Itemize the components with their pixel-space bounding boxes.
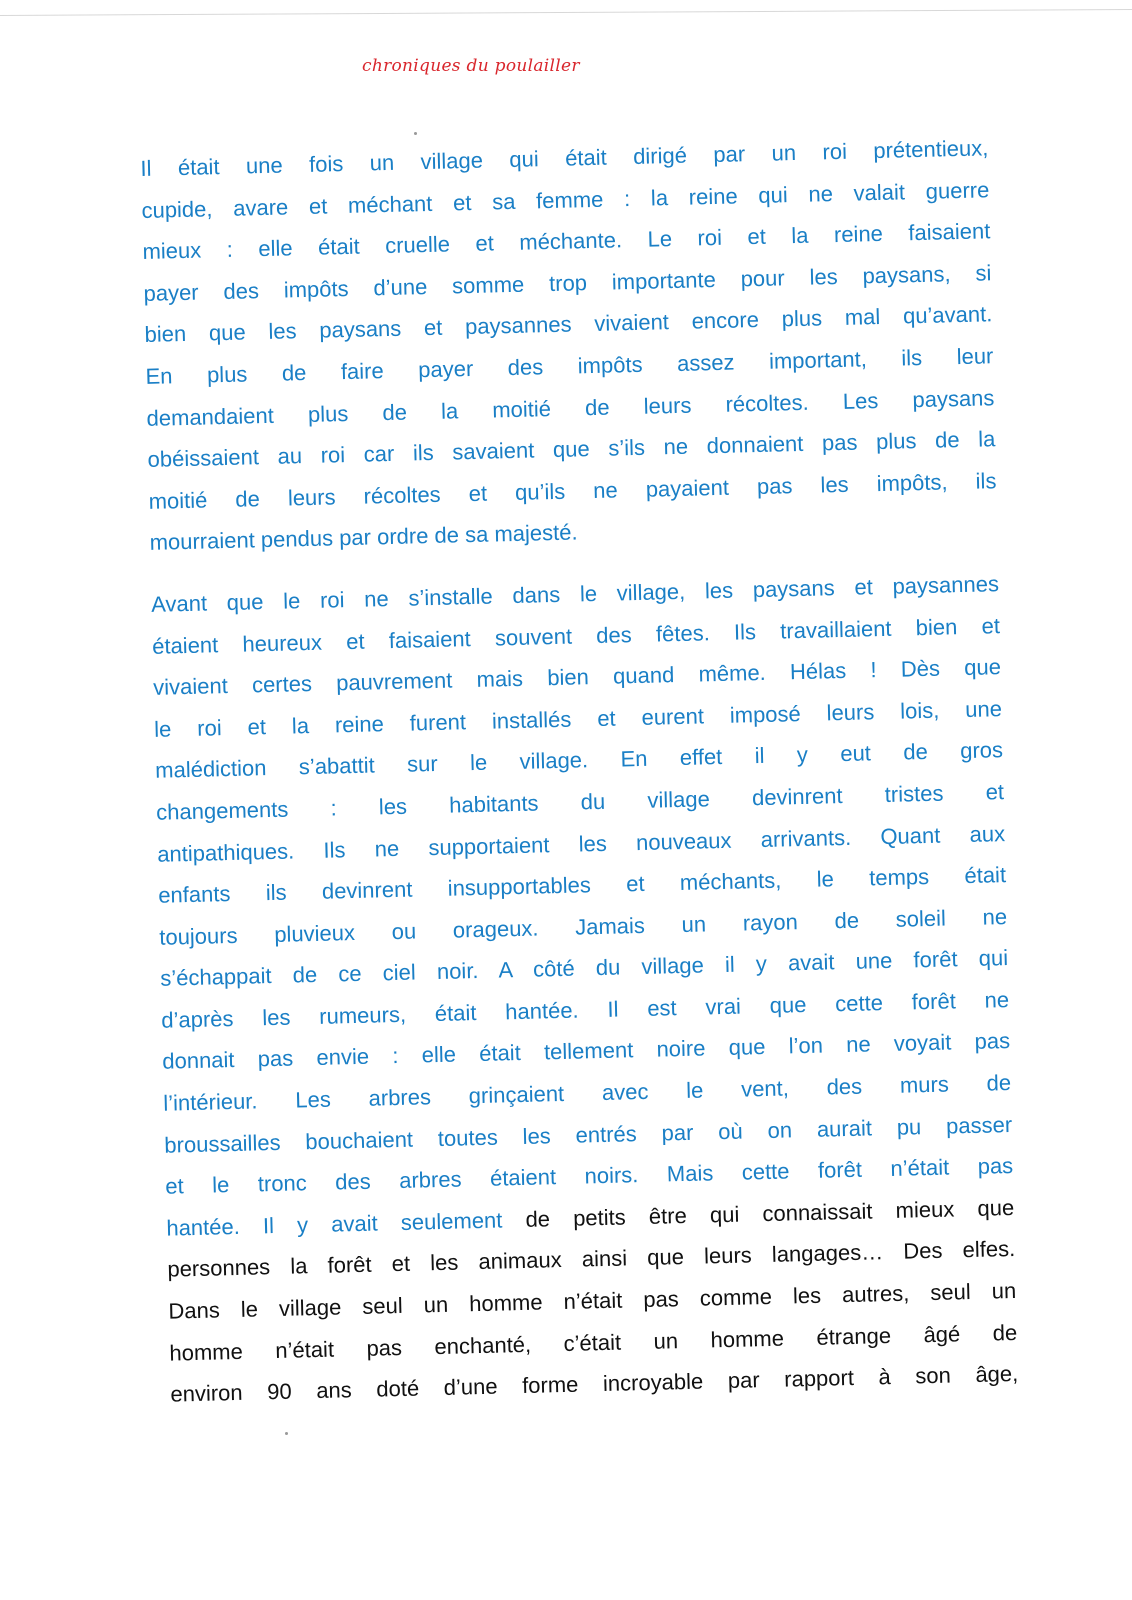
story-text [140,127,1019,1435]
text-line: cupide, avare et méchant et sa femme : la reine qui ne valait guerre [141,176,990,223]
text-line: Avant que le roi ne s’installe dans le village, les paysans et paysannes [150,571,1000,617]
text-line: demandaient plus de la moitié de leurs récoltes. Les paysans [146,384,995,431]
text-line: l’intérieur. Les arbres grinçaient avec le vent, des murs de [163,1070,1012,1116]
text-line: s’échappait de ce ciel noir. A côté du village il y avait une forêt qui [159,945,1009,992]
scan-speck [414,132,417,135]
text-line: enfants ils devinrent insupportables et méchants, le temps était [157,862,1007,908]
text-segment-blue: hantée. Il y avait seulement [166,1206,526,1241]
text-line: le roi et la reine furent installés et eurent imposé leurs lois, une [153,695,1003,742]
text-line: malédiction s’abattit sur le village. En effet il y eut de gros [154,737,1004,784]
text-line: broussailles bouchaient toutes les entrés par où on aurait pu passer [164,1111,1013,1158]
scan-edge-line [0,9,1132,16]
text-line: En plus de faire payer des impôts assez important, ils leur [145,343,994,389]
text-line: et le tronc des arbres étaient noirs. Mais cette forêt n’était pas [165,1153,1014,1199]
text-line: étaient heureux et faisaient souvent des fêtes. Ils travaillaient bien et [151,612,1001,659]
text-line: mourraient pendus par ordre de sa majesté. [149,519,578,556]
text-line: donnait pas envie : elle était tellement noire que l’on ne voyait pas [162,1028,1011,1075]
text-line: homme n’était pas enchanté, c’était un homme étrange âgé de [169,1319,1018,1366]
text-line: toujours pluvieux ou orageux. Jamais un rayon de soleil ne [158,903,1008,950]
text-line: personnes la forêt et les animaux ainsi que leurs langages… Des elfes. [167,1236,1016,1283]
text-line: bien que les paysans et paysannes vivaient encore plus mal qu’avant. [144,301,993,348]
paragraph-2 [151,563,1019,1415]
text-line: vivaient certes pauvrement mais bien quand même. Hélas ! Dès que [152,654,1002,700]
text-line: obéissaient au roi car ils savaient que s’ils ne donnaient pas plus de la [147,426,996,473]
text-line: environ 90 ans doté d’une forme incroyable par rapport à son âge, [170,1361,1019,1407]
text-line: Il était une fois un village qui était dirigé par un roi prétentieux, [140,135,989,181]
text-segment-black: de petits être qui connaissait mieux que [525,1194,1015,1232]
text-line: moitié de leurs récoltes et qu’ils ne payaient pas les impôts, ils [148,467,997,514]
page-header-title: chroniques du poulailler [362,56,580,76]
paragraph-1 [140,127,998,564]
text-line: payer des impôts d’une somme trop importante pour les paysans, si [143,260,992,306]
text-line: Dans le village seul un homme n’était pas comme les autres, seul un [168,1277,1017,1324]
text-line: changements : les habitants du village devinrent tristes et [155,778,1005,825]
text-line: mieux : elle était cruelle et méchante. Le roi et la reine faisaient [142,218,991,265]
text-line: antipathiques. Ils ne supportaient les nouveaux arrivants. Quant aux [156,820,1006,867]
text-line: d’après les rumeurs, était hantée. Il est vrai que cette forêt ne [161,986,1010,1033]
